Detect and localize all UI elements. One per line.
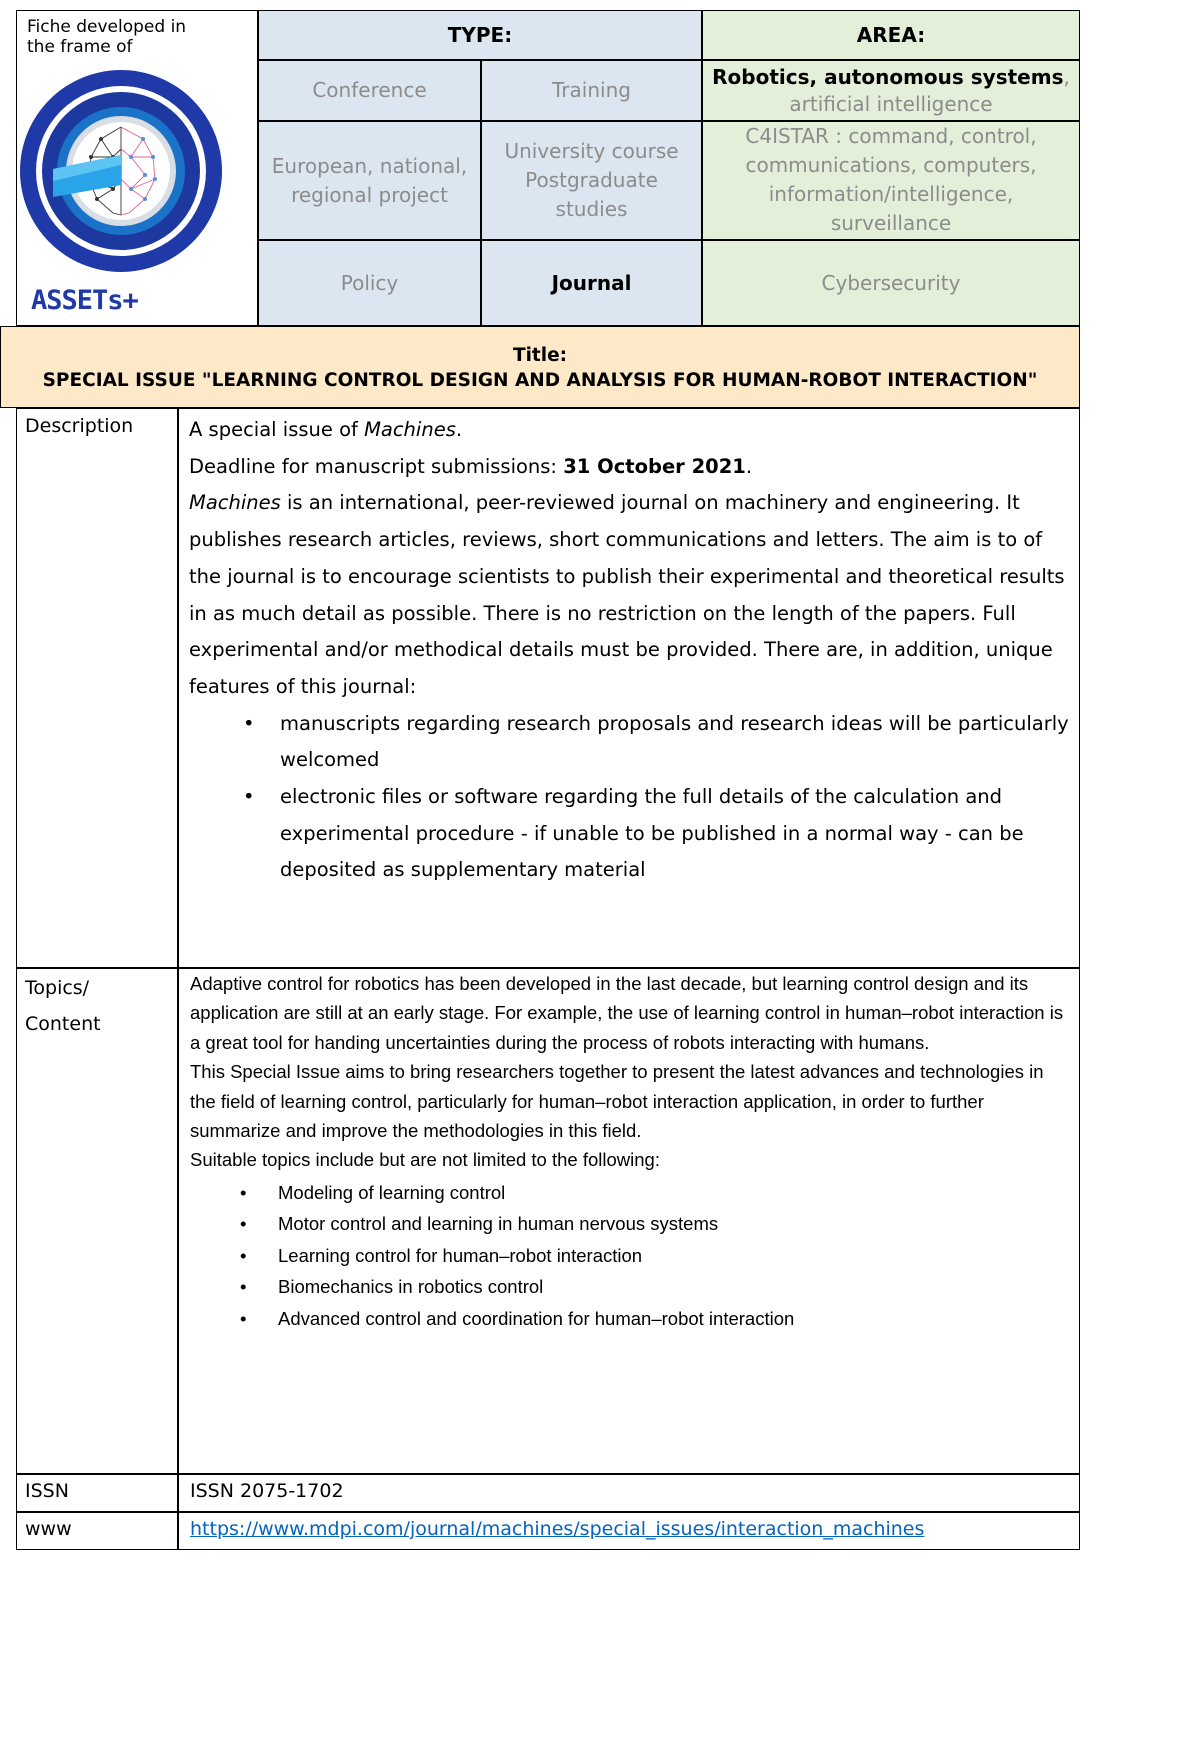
description-paragraph: Machines is an international, peer-reviewed journal on machinery and engineering. It publishes research articles, reviews, short communications and letters. The aim is to of the journal is to encourage scientists to publish their experimental and theoretical results in as much detail as possible. There is no restriction on the length of the papers. Full experimental and/or methodical details must be provided. There are, in addition, unique features of this journal: (189, 491, 1065, 698)
type-header: TYPE: (258, 10, 702, 60)
topics-content (178, 968, 1080, 1474)
topics-bullet: • Motor control and learning in human nervous systems (190, 1208, 1073, 1240)
fiche-developed-text: Fiche developed in the frame of (27, 17, 187, 57)
title-label: Title: (512, 345, 568, 366)
topics-bullet: • Biomechanics in robotics control (190, 1271, 1073, 1303)
topics-bullet: • Advanced control and coordination for human–robot interaction (190, 1303, 1073, 1335)
www-label: www (16, 1512, 178, 1550)
description-bullet: • manuscripts regarding research proposals and research ideas will be particularly welcomed (189, 706, 1079, 779)
type-training: Training (481, 60, 702, 121)
area-c4istar: C4ISTAR : command, control, communications, computers, information/intelligence, surveillance (702, 121, 1080, 240)
deadline-date: 31 October 2021 (563, 454, 746, 478)
topics-paragraph: Adaptive control for robotics has been developed in the last decade, but learning control design and its application are still at an early stage. For example, the use of learning control in human–robot interaction is a great tool for handing uncertainties during the process of robots interacting with humans. (190, 973, 1064, 1053)
assets-logo-emblem (17, 57, 257, 287)
description-label: Description (16, 408, 178, 968)
www-cell (178, 1512, 1080, 1550)
type-policy: Policy (258, 240, 481, 326)
issn-label: ISSN (16, 1474, 178, 1512)
logo-cell (16, 10, 258, 326)
topics-label: Topics/ Content (16, 968, 178, 1474)
type-project: European, national, regional project (258, 121, 481, 240)
area-cybersecurity: Cybersecurity (702, 240, 1080, 326)
journal-link[interactable]: https://www.mdpi.com/journal/machines/special_issues/interaction_machines (190, 1518, 925, 1540)
description-intro: A special issue of Machines. (189, 418, 463, 441)
topics-bullet: • Learning control for human–robot interaction (190, 1240, 1073, 1272)
topics-bullet: • Modeling of learning control (190, 1177, 1073, 1209)
topics-paragraph: Suitable topics include but are not limited to the following: (190, 1149, 660, 1171)
type-university-course: University course Postgraduate studies (481, 121, 702, 240)
area-robotics-selected: Robotics, autonomous systems (712, 64, 1064, 89)
topics-paragraph: This Special Issue aims to bring researchers together to present the latest advances and technologies in the field of learning control, particularly for human–robot interaction application, in order to further summarize and improve the methodologies in this field. (190, 1061, 1044, 1142)
area-robotics-rest: , artificial intelligence (789, 64, 1070, 116)
description-content (178, 408, 1080, 968)
assets-logo-text: ASSETs+ (31, 285, 138, 316)
type-conference: Conference (258, 60, 481, 121)
title-row (0, 326, 1080, 408)
description-bullet: • electronic files or software regarding the full details of the calculation and experimental procedure - if unable to be published in a normal way - can be deposited as supplementary material (189, 779, 1079, 889)
type-journal-selected: Journal (481, 240, 702, 326)
title-text: SPECIAL ISSUE "LEARNING CONTROL DESIGN AND ANALYSIS FOR HUMAN-ROBOT INTERACTION" (42, 370, 1038, 391)
issn-value: ISSN 2075-1702 (178, 1474, 1080, 1512)
description-deadline: Deadline for manuscript submissions: 31 October 2021. (189, 454, 753, 478)
area-header: AREA: (702, 10, 1080, 60)
area-robotics (702, 60, 1080, 121)
